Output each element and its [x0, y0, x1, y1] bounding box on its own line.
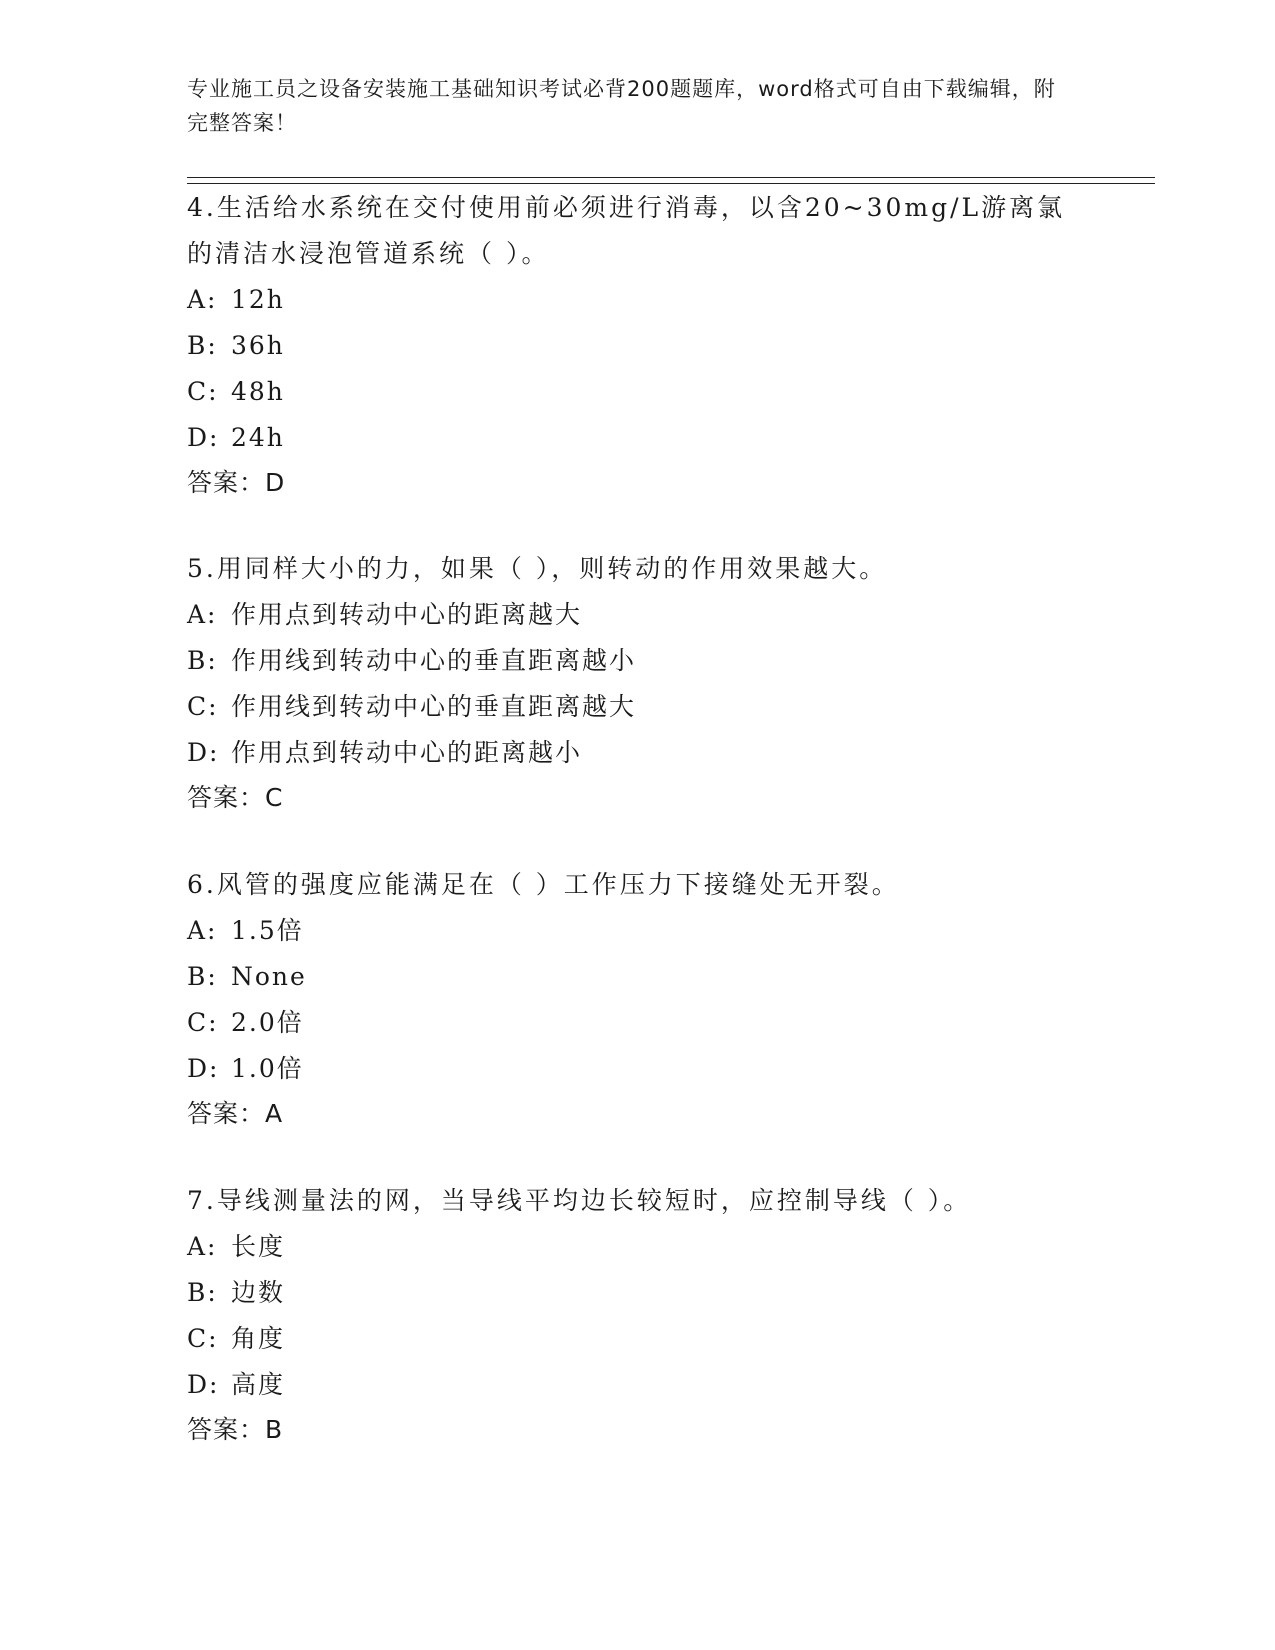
option-text: 高度	[231, 1370, 286, 1399]
option-label: D:	[187, 1370, 220, 1399]
option-label: A:	[187, 1232, 218, 1261]
option-label: B:	[187, 962, 218, 991]
question-5	[187, 546, 1087, 820]
option-text: 12h	[231, 285, 285, 314]
option-text: 长度	[231, 1232, 286, 1261]
option-c	[187, 1000, 1087, 1046]
option-c	[187, 369, 1087, 415]
option-text: 1.0倍	[231, 1054, 304, 1083]
question-7	[187, 1178, 1087, 1452]
option-d	[187, 1046, 1087, 1092]
answer: 答案：B	[187, 1415, 284, 1444]
option-text: 角度	[231, 1324, 286, 1353]
option-label: D:	[187, 738, 220, 767]
option-c	[187, 684, 1087, 730]
option-text: None	[231, 962, 307, 991]
option-a	[187, 592, 1087, 638]
option-label: A:	[187, 916, 218, 945]
question-stem: 6.风管的强度应能满足在（ ）工作压力下接缝处无开裂。	[187, 870, 900, 899]
option-d	[187, 415, 1087, 461]
option-text: 作用点到转动中心的距离越小	[231, 738, 583, 767]
answer: 答案：D	[187, 468, 286, 497]
option-text: 作用线到转动中心的垂直距离越小	[231, 646, 637, 675]
option-label: D:	[187, 423, 220, 452]
option-text: 2.0倍	[231, 1008, 304, 1037]
question-4	[187, 185, 1087, 505]
answer: 答案：A	[187, 1099, 284, 1128]
option-b	[187, 1270, 1087, 1316]
option-label: D:	[187, 1054, 220, 1083]
option-a	[187, 277, 1087, 323]
question-stem: 5.用同样大小的力，如果（ ），则转动的作用效果越大。	[187, 554, 888, 583]
option-label: B:	[187, 331, 218, 360]
option-text: 作用线到转动中心的垂直距离越大	[231, 692, 637, 721]
option-label: C:	[187, 377, 219, 406]
document-header: 专业施工员之设备安装施工基础知识考试必背200题题库，word格式可自由下载编辑，附完整答案！	[187, 77, 1056, 135]
question-6	[187, 862, 1087, 1136]
option-label: C:	[187, 1008, 219, 1037]
option-b	[187, 954, 1087, 1000]
option-text: 边数	[231, 1278, 286, 1307]
question-stem: 4.生活给水系统在交付使用前必须进行消毒，以含20~30mg/L游离氯的清洁水浸泡管道系统（ ）。	[187, 193, 1066, 268]
question-stem: 7.导线测量法的网，当导线平均边长较短时，应控制导线（ ）。	[187, 1186, 972, 1215]
option-d	[187, 1362, 1087, 1408]
option-a	[187, 1224, 1087, 1270]
option-text: 24h	[231, 423, 285, 452]
option-label: C:	[187, 1324, 219, 1353]
option-b	[187, 638, 1087, 684]
option-label: A:	[187, 285, 218, 314]
option-label: A:	[187, 600, 218, 629]
option-text: 1.5倍	[231, 916, 304, 945]
header-divider-top	[187, 177, 1155, 178]
option-text: 48h	[231, 377, 285, 406]
option-label: C:	[187, 692, 219, 721]
header-divider-bottom	[187, 183, 1155, 184]
option-label: B:	[187, 1278, 218, 1307]
option-d	[187, 730, 1087, 776]
option-text: 36h	[231, 331, 285, 360]
option-b	[187, 323, 1087, 369]
option-text: 作用点到转动中心的距离越大	[231, 600, 583, 629]
option-label: B:	[187, 646, 218, 675]
option-c	[187, 1316, 1087, 1362]
option-a	[187, 908, 1087, 954]
answer: 答案：C	[187, 783, 284, 812]
